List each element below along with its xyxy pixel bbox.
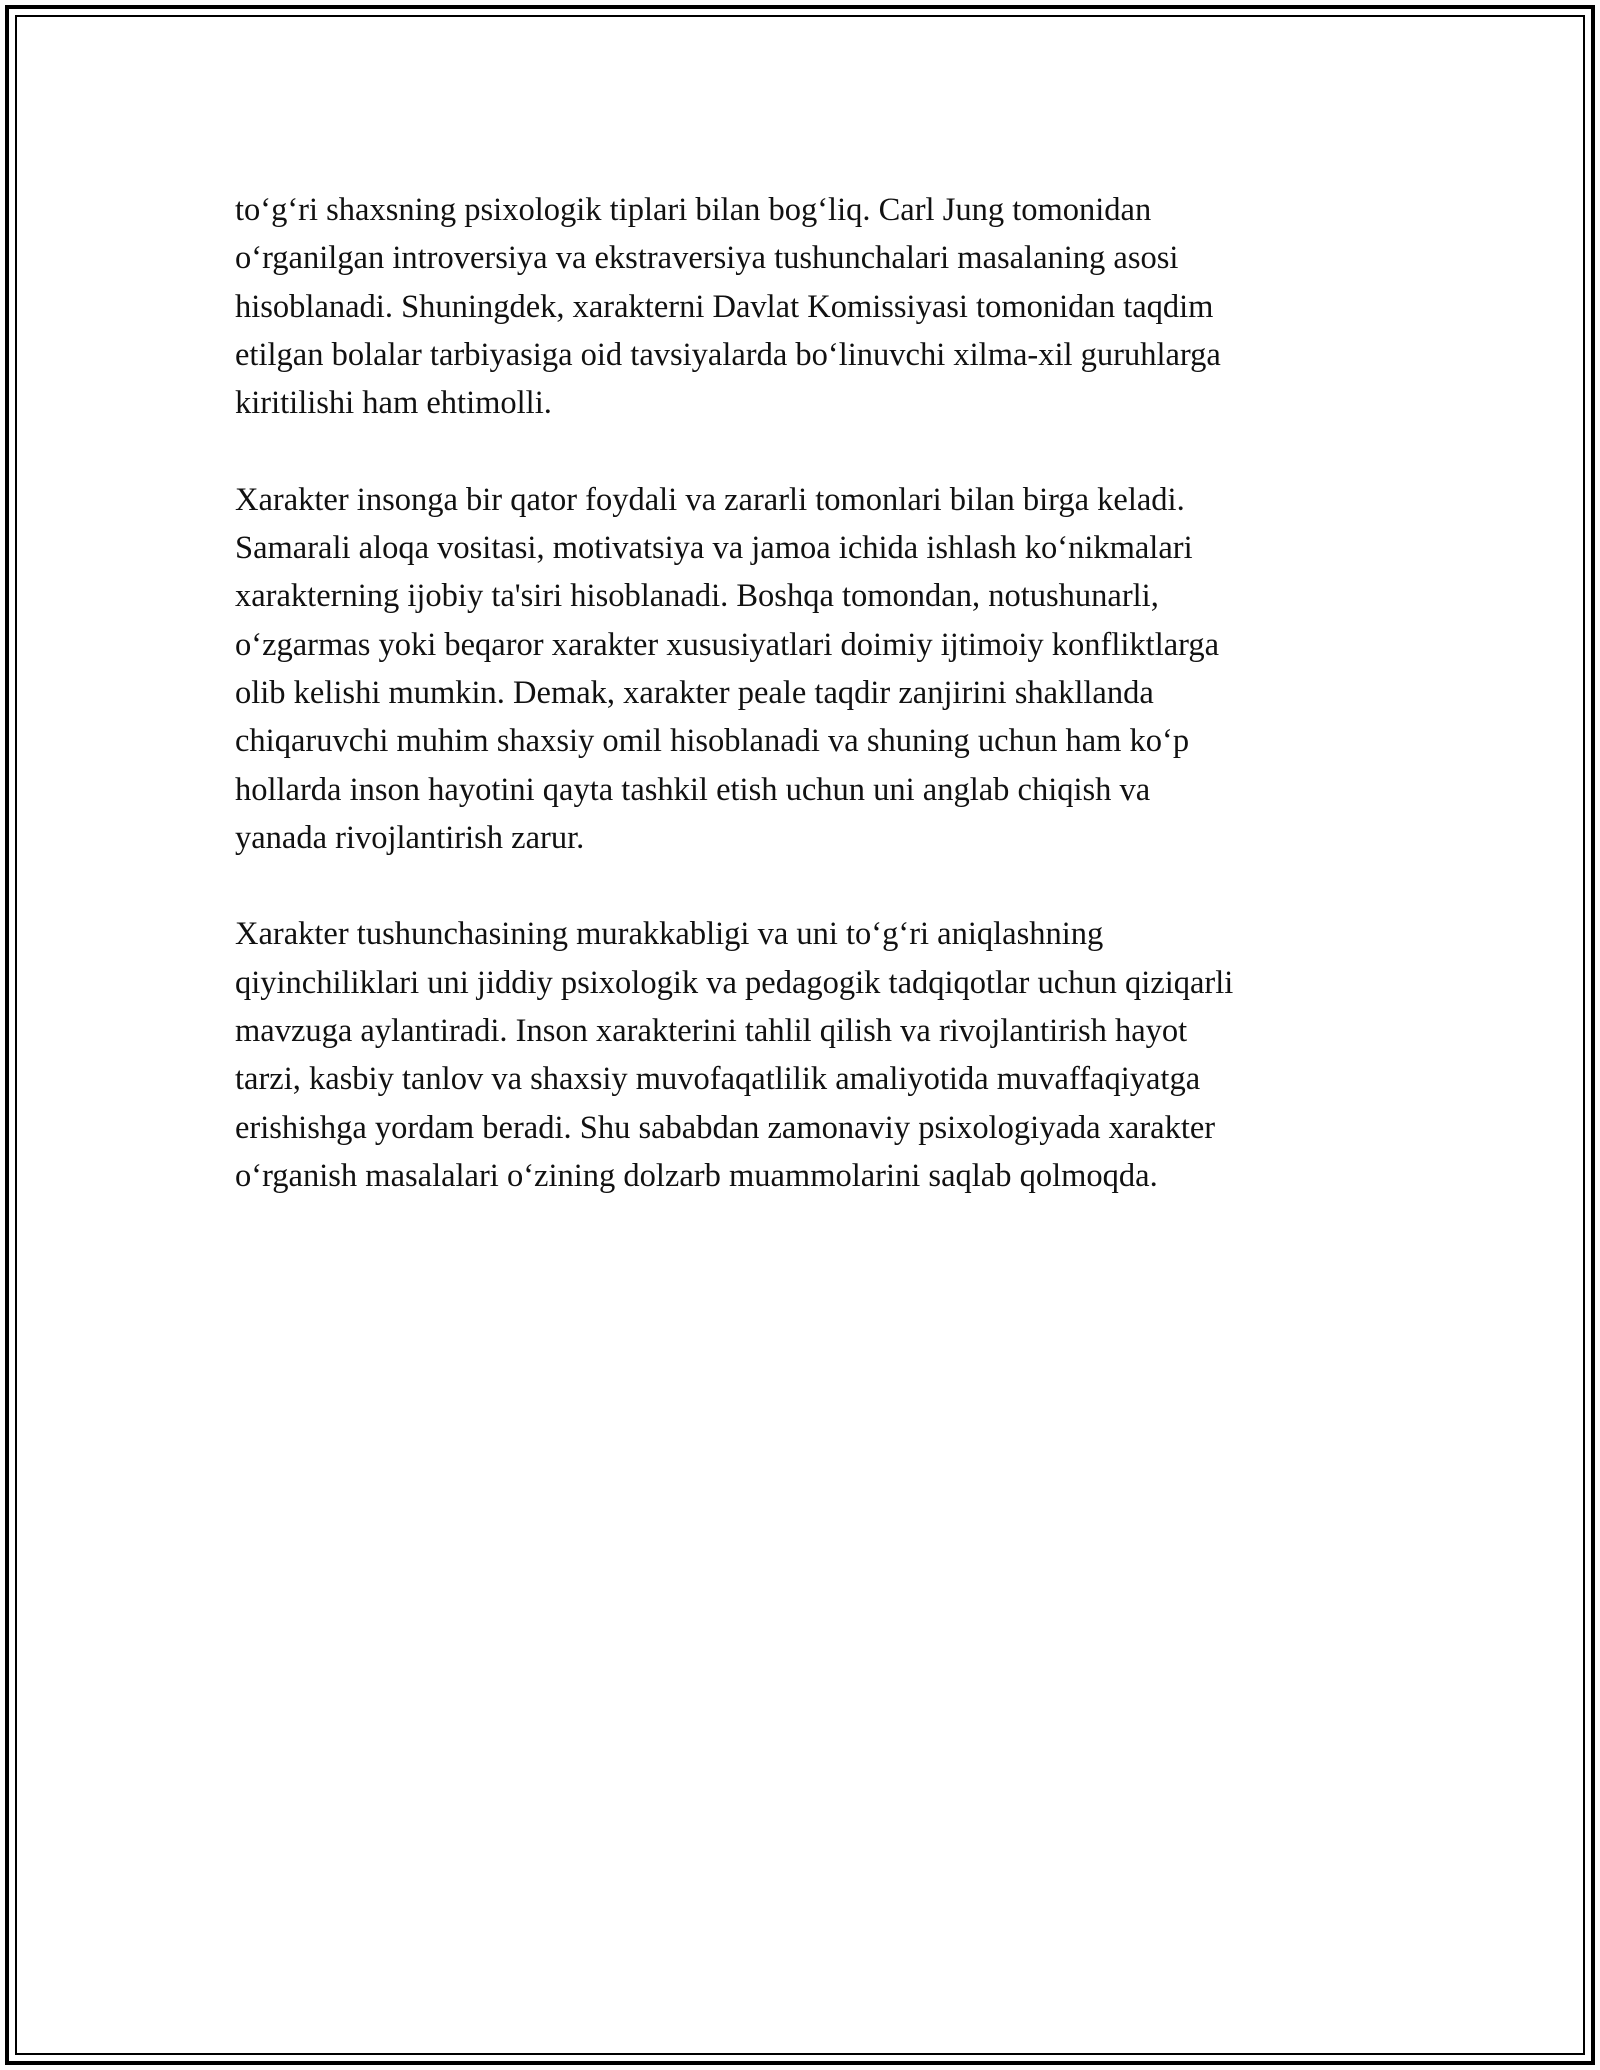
text-line: qiyinchiliklari uni jiddiy psixologik va pedagogik tadqiqotlar uchun qiziqarli [235, 964, 1234, 1001]
paragraph-2 [235, 476, 1375, 862]
text-line: o‘rganilgan introversiya va ekstraversiya tushunchalari masalaning asosi [235, 240, 1179, 277]
text-line: erishishga yordam beradi. Shu sababdan zamonaviy psixologiyada xarakter [235, 1109, 1216, 1146]
text-line: tarzi, kasbiy tanlov va shaxsiy muvofaqatlilik amaliyotida muvaffaqiyatga [235, 1061, 1201, 1098]
text-line: olib kelishi mumkin. Demak, xarakter peale taqdir zanjirini shakllanda [235, 674, 1154, 711]
text-line: kiritilishi ham ehtimolli. [235, 385, 552, 422]
text-line: Xarakter tushunchasining murakkabligi va uni to‘g‘ri aniqlashning [235, 916, 1104, 953]
paragraph-1 [235, 186, 1375, 427]
text-line: mavzuga aylantiradi. Inson xarakterini tahlil qilish va rivojlantirish hayot [235, 1013, 1188, 1050]
text-line: yanada rivojlantirish zarur. [235, 819, 585, 856]
text-line: hollarda inson hayotini qayta tashkil etish uchun uni anglab chiqish va [235, 771, 1151, 808]
text-line: to‘g‘ri shaxsning psixologik tiplari bilan bog‘liq. Carl Jung tomonidan [235, 192, 1152, 228]
document-body [235, 186, 1375, 1249]
text-line: hisoblanadi. Shuningdek, xarakterni Davlat Komissiyasi tomonidan taqdim [235, 288, 1214, 325]
text-line: xarakterning ijobiy ta'siri hisoblanadi. Boshqa tomondan, notushunarli, [235, 578, 1159, 615]
text-line: Xarakter insonga bir qator foydali va zararli tomonlari bilan birga keladi. [235, 481, 1185, 518]
text-line: etilgan bolalar tarbiyasiga oid tavsiyalarda bo‘linuvchi xilma-xil guruhlarga [235, 336, 1221, 373]
text-line: o‘rganish masalalari o‘zining dolzarb muammolarini saqlab qolmoqda. [235, 1157, 1158, 1194]
text-line: Samarali aloqa vositasi, motivatsiya va jamoa ichida ishlash ko‘nikmalari [235, 530, 1193, 567]
text-line: o‘zgarmas yoki beqaror xarakter xususiyatlari doimiy ijtimoiy konfliktlarga [235, 626, 1220, 663]
paragraph-3 [235, 910, 1375, 1200]
text-line: chiqaruvchi muhim shaxsiy omil hisoblanadi va shuning uchun ham ko‘p [235, 723, 1190, 760]
